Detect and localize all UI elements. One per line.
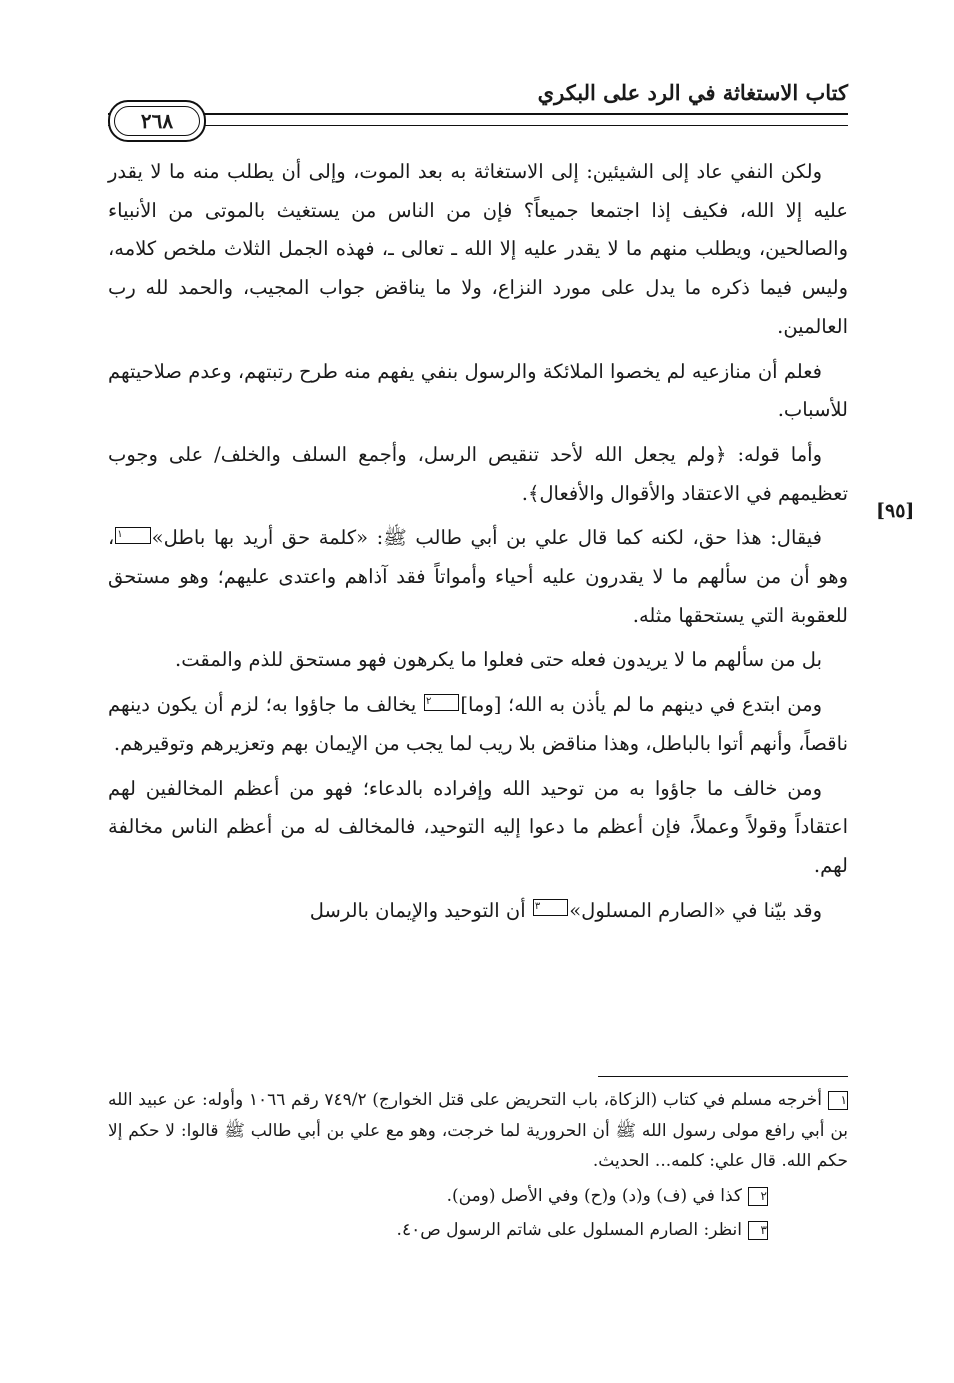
running-header <box>108 70 848 133</box>
footnote-text-2: كذا في (ف) و(د) و(ح) وفي الأصل (ومن). <box>446 1185 742 1206</box>
paragraph-7: ومن خالف ما جاؤوا به من توحيد الله وإفراده بالدعاء؛ فهو من أعظم المخالفين لهم اعتقاداً وقولاً وعملاً، فإن أعظم ما دعوا إليه التوحيد، فالمخالف له من أعظم الناس مخالفة لهم. <box>108 776 848 877</box>
footnote-number-2: ٢ <box>748 1187 768 1206</box>
paragraph-8 <box>108 892 848 931</box>
footnote-text-3: انظر: الصارم المسلول على شاتم الرسول ص٤٠. <box>396 1220 742 1240</box>
footnote-ref-3[interactable]: ٣ <box>533 899 568 916</box>
paragraph-8-text-a: وقد بيّنا في «الصارم المسلول» <box>569 898 822 922</box>
header-double-rule <box>108 113 848 126</box>
paragraph-6-text-b: يخالف ما جاؤوا به؛ لزم أن يكون دينهم ناقصاً، وأنهم أتوا بالباطل، وهذا مناقض بلا ريب لما يجب من الإيمان بهم وتعزيرهم وتوقيرهم. <box>108 693 848 755</box>
page-number: ٢٦٨ <box>114 106 200 136</box>
footnote-ref-1[interactable]: ١ <box>115 527 150 544</box>
paragraph-3: وأما قوله: ﴿ولم يجعل الله لأحد تنقيص الرسل، وأجمع السلف والخلف/ على وجوب تعظيمهم في الاعتقاد والأقوال والأفعال﴾. <box>108 442 848 505</box>
paragraph-4-text-a: فيقال: هذا حق، لكنه كما قال علي بن أبي طالب ﷺ: «كلمة حق أريد بها باطل» <box>151 526 822 550</box>
footnote-1 <box>108 1085 848 1177</box>
paragraph-4 <box>108 519 848 635</box>
footnotes <box>108 1085 848 1250</box>
paragraph-8-text-b: أن التوحيد والإيمان بالرسل <box>309 898 532 922</box>
paragraph-2: فعلم أن منازعيه لم يخصوا الملائكة والرسول بنفي يفهم منه طرح رتبتهم، وعدم صلاحيتهم للأسباب. <box>108 359 848 422</box>
footnote-2 <box>108 1181 848 1212</box>
paragraph-5: بل من سألهم ما لا يريدون فعله حتى فعلوا ما يكرهون فهو مستحق للذم والمقت. <box>175 648 822 672</box>
paragraph-1: ولكن النفي عاد إلى الشيئين: إلى الاستغاثة به بعد الموت، وإلى أن يطلب منه ما لا يقدر عليه إلا الله، فكيف إذا اجتمعا جميعاً؟ فإن من الناس من يستغيث بالموتى من الأنبياء والصالحين، ويطلب منهم ما لا يقدر عليه إلا الله ـ تعالى ـ، فهذه الجمل الثلاث ملخص كلامه، وليس فيما ذكره ما يدل على مورد النزاع، ولا ما يناقض جواب المجيب، والحمد لله رب العالمين. <box>108 160 848 338</box>
footnote-separator <box>598 1076 848 1077</box>
footnote-number-1: ١ <box>828 1091 848 1110</box>
book-title: كتاب الاستغاثة في الرد على البكري <box>537 80 848 105</box>
page-number-frame <box>108 100 206 142</box>
paragraph-6-text-a: ومن ابتدع في دينهم ما لم يأذن به الله؛ [وما] <box>460 693 822 717</box>
paragraph-6 <box>108 686 848 763</box>
paragraph-4-text-b: ، وهو أن من سألهم ما لا يقدرون عليه أحياء وأمواتاً فقد آذاهم واعتدى عليهم؛ وهو مستحق للعقوبة التي يستحقها مثله. <box>108 526 848 627</box>
footnote-text-1: أخرجه مسلم في كتاب (الزكاة، باب التحريض على قتل الخوارج) ٧٤٩/٢ رقم ١٠٦٦ وأوله: عن عبيد الله بن أبي رافع مولى رسول الله ﷺ أن الحرورية لما خرجت، وهو مع علي بن أبي طالب ﷺ قالوا: لا حكم إلا حكم الله. قال علي: كلمه... الحديث. <box>108 1090 848 1171</box>
original-page-marker: [٩٥] <box>876 500 915 522</box>
footnote-ref-2[interactable]: ٢ <box>424 694 459 711</box>
footnote-3 <box>108 1215 848 1246</box>
main-text <box>108 153 848 936</box>
footnote-number-3: ٣ <box>748 1221 768 1240</box>
